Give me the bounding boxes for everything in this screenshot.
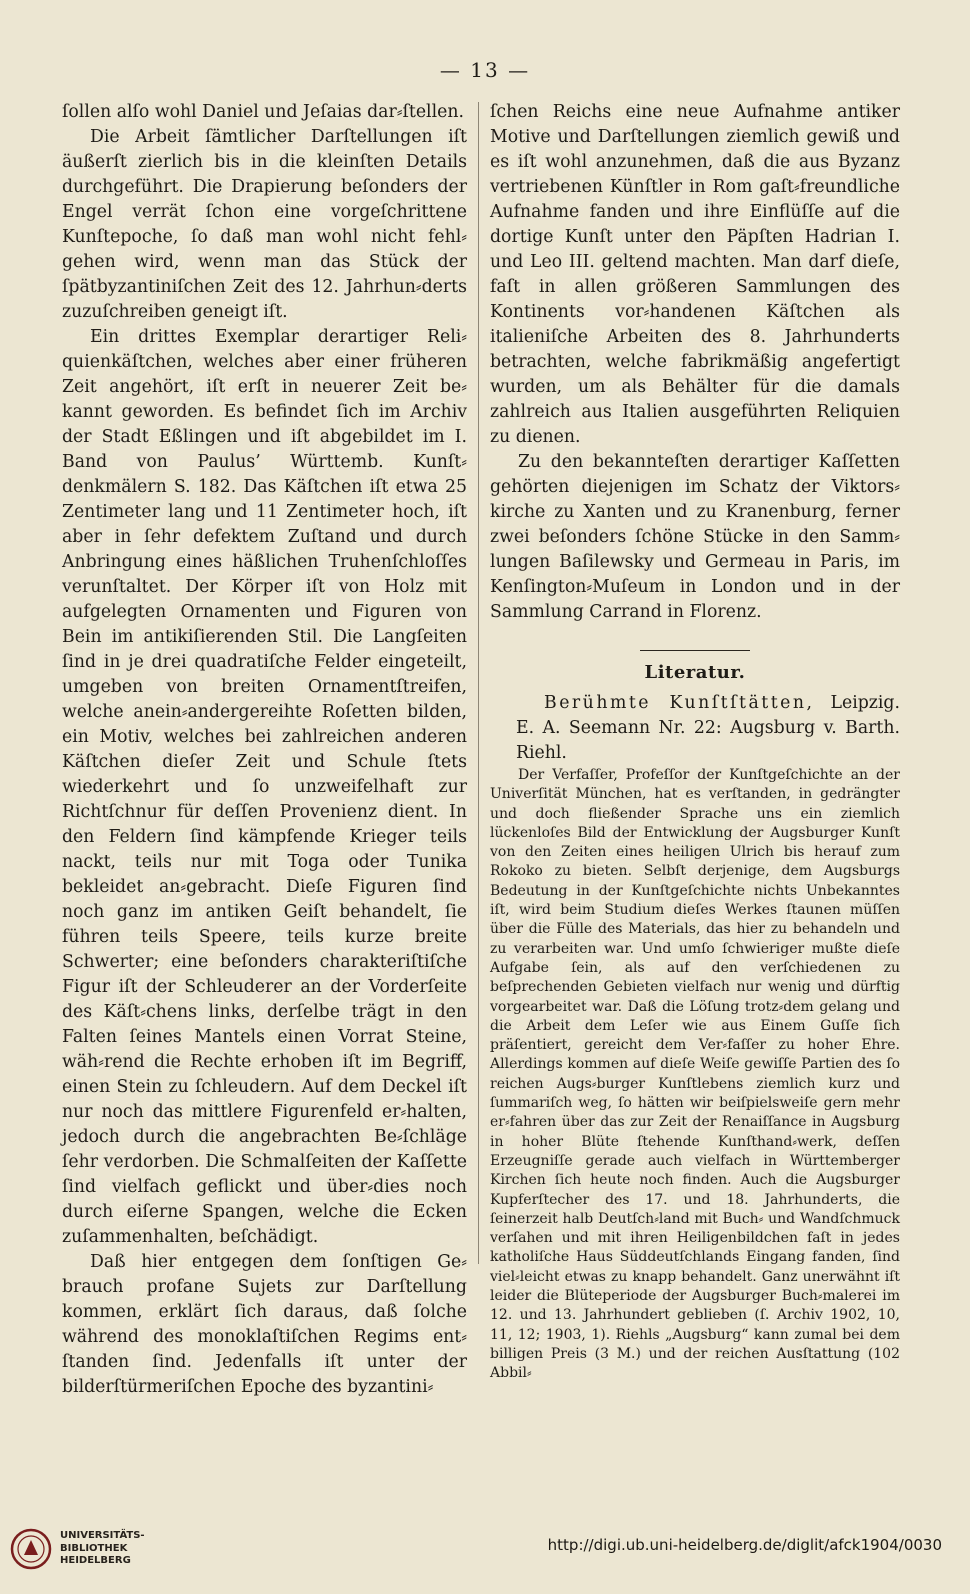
book-title: Berühmte Kunſtſtätten, bbox=[544, 693, 815, 713]
right-column bbox=[490, 100, 900, 1384]
paragraph: Ein drittes Exemplar derartiger Reli⸗quienkäſtchen, welches aber einer früheren Zeit angehört, iſt erſt in neuerer Zeit be⸗kannt geworden. Es befindet ſich im Archiv der Stadt Eßlingen und iſt abgebildet im I. Band von Paulus’ Württemb. Kunſt⸗denkmälern S. 182. Das Käſtchen iſt etwa 25 Zentimeter lang und 11 Zentimeter hoch, iſt aber in ſehr defektem Zuſtand und durch Anbringung eines häßlichen Truhenſchloſſes verunſtaltet. Der Körper iſt von Holz mit aufgelegten Ornamenten und Figuren von Bein im antikiſierenden Stil. Die Langſeiten ſind in je drei quadratiſche Felder eingeteilt, umgeben von breiten Ornamentſtreifen, welche anein⸗andergereihte Roſetten bilden, ein Motiv, welches bei zahlreichen anderen Käſtchen dieſer Zeit und Schule ſtets wiederkehrt und ſo unzweifelhaft zur Richtſchnur für deſſen Provenienz dient. In den Feldern ſind kämpfende Krieger teils nackt, teils nur mit Toga oder Tunika bekleidet an⸗gebracht. Dieſe Figuren ſind noch ganz im antiken Geiſt behandelt, ſie führen teils Speere, teils kurze breite Schwerter; eine beſonders charakteriſtiſche Figur iſt der Schleuderer an der Vorderſeite des Käſt⸗chens links, derſelbe trägt in den Falten ſeines Mantels einen Vorrat Steine, wäh⸗rend die Rechte erhoben iſt im Begriff, einen Stein zu ſchleudern. Auf dem Deckel iſt nur noch das mittlere Figurenfeld er⸗halten, jedoch durch die angebrachten Be⸗ſchläge ſehr verdorben. Die Schmalſeiten der Kaſſette ſind vielfach geflickt und über⸗dies noch durch eiſerne Spangen, welche die Ecken zuſammenhalten, beſchädigt. bbox=[62, 327, 467, 1247]
paragraph: Daß hier entgegen dem ſonſtigen Ge⸗brauch profane Sujets zur Darſtellung kommen, erklärt ſich daraus, daß ſolche während des monoklaſtiſchen Regims ent⸗ſtanden ſind. Jedenfalls iſt unter der bilderſtürmeriſchen Epoche des byzantini⸗ bbox=[62, 1252, 467, 1397]
book-entry bbox=[490, 691, 900, 766]
review-text: Der Verfaſſer, Profeſſor der Kunſtgeſchichte an der Univerſität München, hat es verſtanden, in gedrängter und doch fließender Sprache uns ein ziemlich lückenloſes Bild der Entwicklung der Augsburger Kunſt von den Zeiten eines heiligen Ulrich bis herauf zum Rokoko zu bieten. Selbſt derjenige, dem Augsburgs Bedeutung in der Kunſtgeſchichte nichts Unbekanntes iſt, wird beim Studium dieſes Werkes ſtaunen müſſen über die Fülle des Materials, das hier zu behandeln und zu verarbeiten war. Und umſo ſchwieriger mußte dieſe Aufgabe ſein, als auf den verſchiedenen zu beſprechenden Gebieten vielfach nur wenig und dürftig vorgearbeitet war. Daß die Löſung trotz⸗dem gelang und die Arbeit dem Leſer wie aus Einem Guſſe ſich präſentiert, gereicht dem Ver⸗faſſer zu hoher Ehre. Allerdings kommen auf dieſe Weiſe gewiſſe Partien des ſo reichen Augs⸗burger Kunſtlebens ziemlich kurz und ſummariſch weg, ſo hätten wir beiſpielsweiſe gern mehr er⸗fahren über das zur Zeit der Renaiſſance in Augsburg in hoher Blüte ſtehende Kunſthand⸗werk, deſſen Erzeugniſſe gerade auch vielfach in Württemberger Kirchen ſich heute noch finden. Auch die Augsburger Kupferſtecher des 17. und 18. Jahrhunderts, die ſeinerzeit halb Deutſch⸗land mit Buch⸗ und Wandſchmuck verſahen und mit ihren Heiligenbildchen faſt in jedes katholiſche Haus Süddeutſchlands Eingang fanden, ſind viel⸗leicht etwas zu knapp behandelt. Ganz unerwähnt iſt leider die Blüteperiode der Augsburger Buch⸗malerei im 12. und 13. Jahrhundert geblieben (ſ. Archiv 1902, 10, 11, 12; 1903, 1). Riehls „Augsburg“ kann zumal bei dem billigen Preis (3 M.) und der reichen Ausſtattung (102 Abbil⸗ bbox=[490, 767, 900, 1382]
paragraph: ſollen alſo wohl Daniel und Jeſaias dar⸗ſtellen. bbox=[62, 102, 464, 122]
library-name bbox=[60, 1530, 145, 1568]
source-url[interactable]: http://digi.ub.uni-heidelberg.de/diglit/afck1904/0030 bbox=[547, 1536, 942, 1554]
paragraph: ſchen Reichs eine neue Aufnahme antiker Motive und Darſtellungen ziemlich gewiß und es iſt wohl anzunehmen, daß die aus Byzanz vertriebenen Künſtler in Rom gaſt⸗freundliche Aufnahme fanden und ihre Einflüſſe auf die dortige Kunſt unter den Päpſten Hadrian I. und Leo III. geltend machten. Man darf dieſe, faſt in allen größeren Sammlungen des Kontinents vor⸗handenen Käſtchen als italieniſche Arbeiten des 8. Jahrhunderts betrachten, welche fabrikmäßig angefertigt wurden, um als Behälter für die damals zahlreich aus Italien ausgeführten Reliquien zu dienen. bbox=[490, 102, 900, 447]
paragraph: Die Arbeit ſämtlicher Darſtellungen iſt äußerſt zierlich bis in die kleinſten Details durchgeführt. Die Drapierung beſonders der Engel verrät ſchon eine vorgeſchrittene Kunſtepoche, ſo daß man wohl nicht fehl⸗gehen wird, wenn man das Stück der ſpätbyzantiniſchen Zeit des 12. Jahrhun⸗derts zuzuſchreiben geneigt iſt. bbox=[62, 127, 467, 322]
left-column bbox=[62, 100, 467, 1400]
library-name-line: BIBLIOTHEK bbox=[60, 1542, 128, 1554]
university-seal-icon bbox=[10, 1528, 52, 1570]
section-heading: Literatur. bbox=[644, 662, 746, 683]
library-name-line: UNIVERSITÄTS- bbox=[60, 1530, 145, 1541]
library-name-line: HEIDELBERG bbox=[60, 1555, 131, 1566]
column-divider bbox=[478, 102, 479, 1264]
section-rule bbox=[640, 650, 750, 651]
paragraph: Zu den bekannteſten derartiger Kaſſetten gehörten diejenigen im Schatz der Viktors⸗kirche zu Xanten und zu Kranenburg, ferner zwei beſonders ſchöne Stücke in den Samm⸗lungen Baſilewsky und Germeau in Paris, im Kenſington⸗Muſeum in London und in der Sammlung Carrand in Florenz. bbox=[490, 452, 900, 622]
book-publisher: Leipzig. E. A. Seemann Nr. 22: Augsburg v. Barth. Riehl. bbox=[516, 693, 900, 763]
page-number: — 13 — bbox=[439, 58, 531, 82]
